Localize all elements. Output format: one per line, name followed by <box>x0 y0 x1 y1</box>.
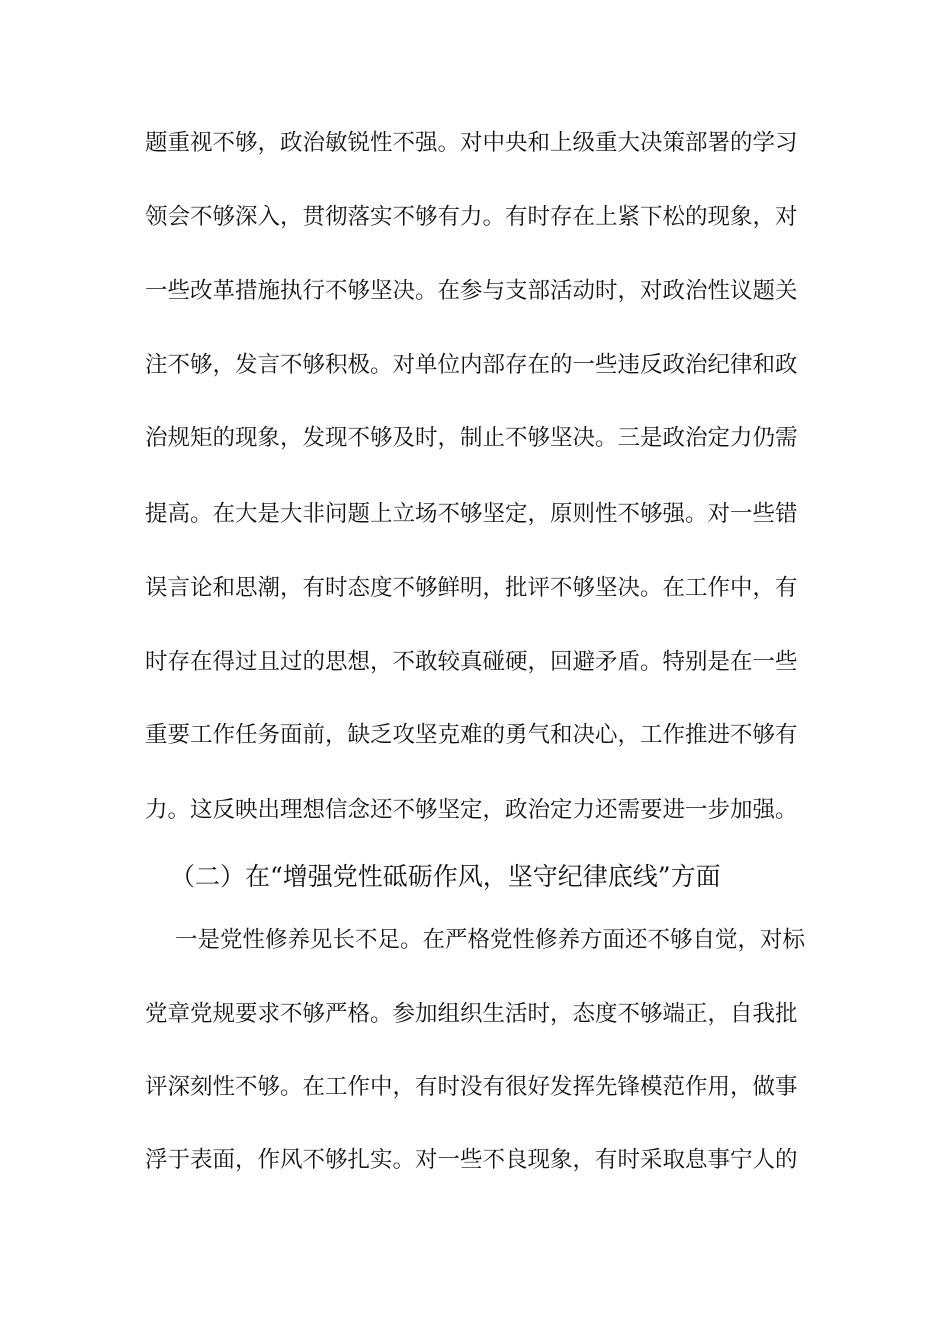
paragraph-line: 重要工作任务面前，缺乏攻坚克难的勇气和决心，工作推进不够有 <box>145 722 798 748</box>
paragraph-line: 评深刻性不够。在工作中，有时没有很好发挥先锋模范作用，做事 <box>145 1074 798 1100</box>
section-heading: （二）在“增强党性砥砺作风，坚守纪律底线”方面 <box>170 862 721 891</box>
paragraph-line: 题重视不够，政治敏锐性不强。对中央和上级重大决策部署的学习 <box>145 130 798 156</box>
paragraph-line: 时存在得过且过的思想，不敢较真碰硬，回避矛盾。特别是在一些 <box>145 649 798 675</box>
paragraph-line: 党章党规要求不够严格。参加组织生活时，态度不够端正，自我批 <box>145 1001 798 1027</box>
paragraph-line: 误言论和思潮，有时态度不够鲜明，批评不够坚决。在工作中，有 <box>145 575 798 601</box>
paragraph-line: 提高。在大是大非问题上立场不够坚定，原则性不够强。对一些错 <box>145 501 798 527</box>
paragraph-line: 一些改革措施执行不够坚决。在参与支部活动时，对政治性议题关 <box>145 278 798 304</box>
paragraph-line: 浮于表面，作风不够扎实。对一些不良现象，有时采取息事宁人的 <box>145 1147 798 1173</box>
paragraph-line: 一是党性修养见长不足。在严格党性修养方面还不够自觉，对标 <box>175 927 806 953</box>
paragraph-line: 领会不够深入，贯彻落实不够有力。有时存在上紧下松的现象，对 <box>145 204 798 230</box>
paragraph-line: 治规矩的现象，发现不够及时，制止不够坚决。三是政治定力仍需 <box>145 425 798 451</box>
paragraph-line: 力。这反映出理想信念还不够坚定，政治定力还需要进一步加强。 <box>145 797 798 823</box>
paragraph-line: 注不够，发言不够积极。对单位内部存在的一些违反政治纪律和政 <box>145 352 798 378</box>
